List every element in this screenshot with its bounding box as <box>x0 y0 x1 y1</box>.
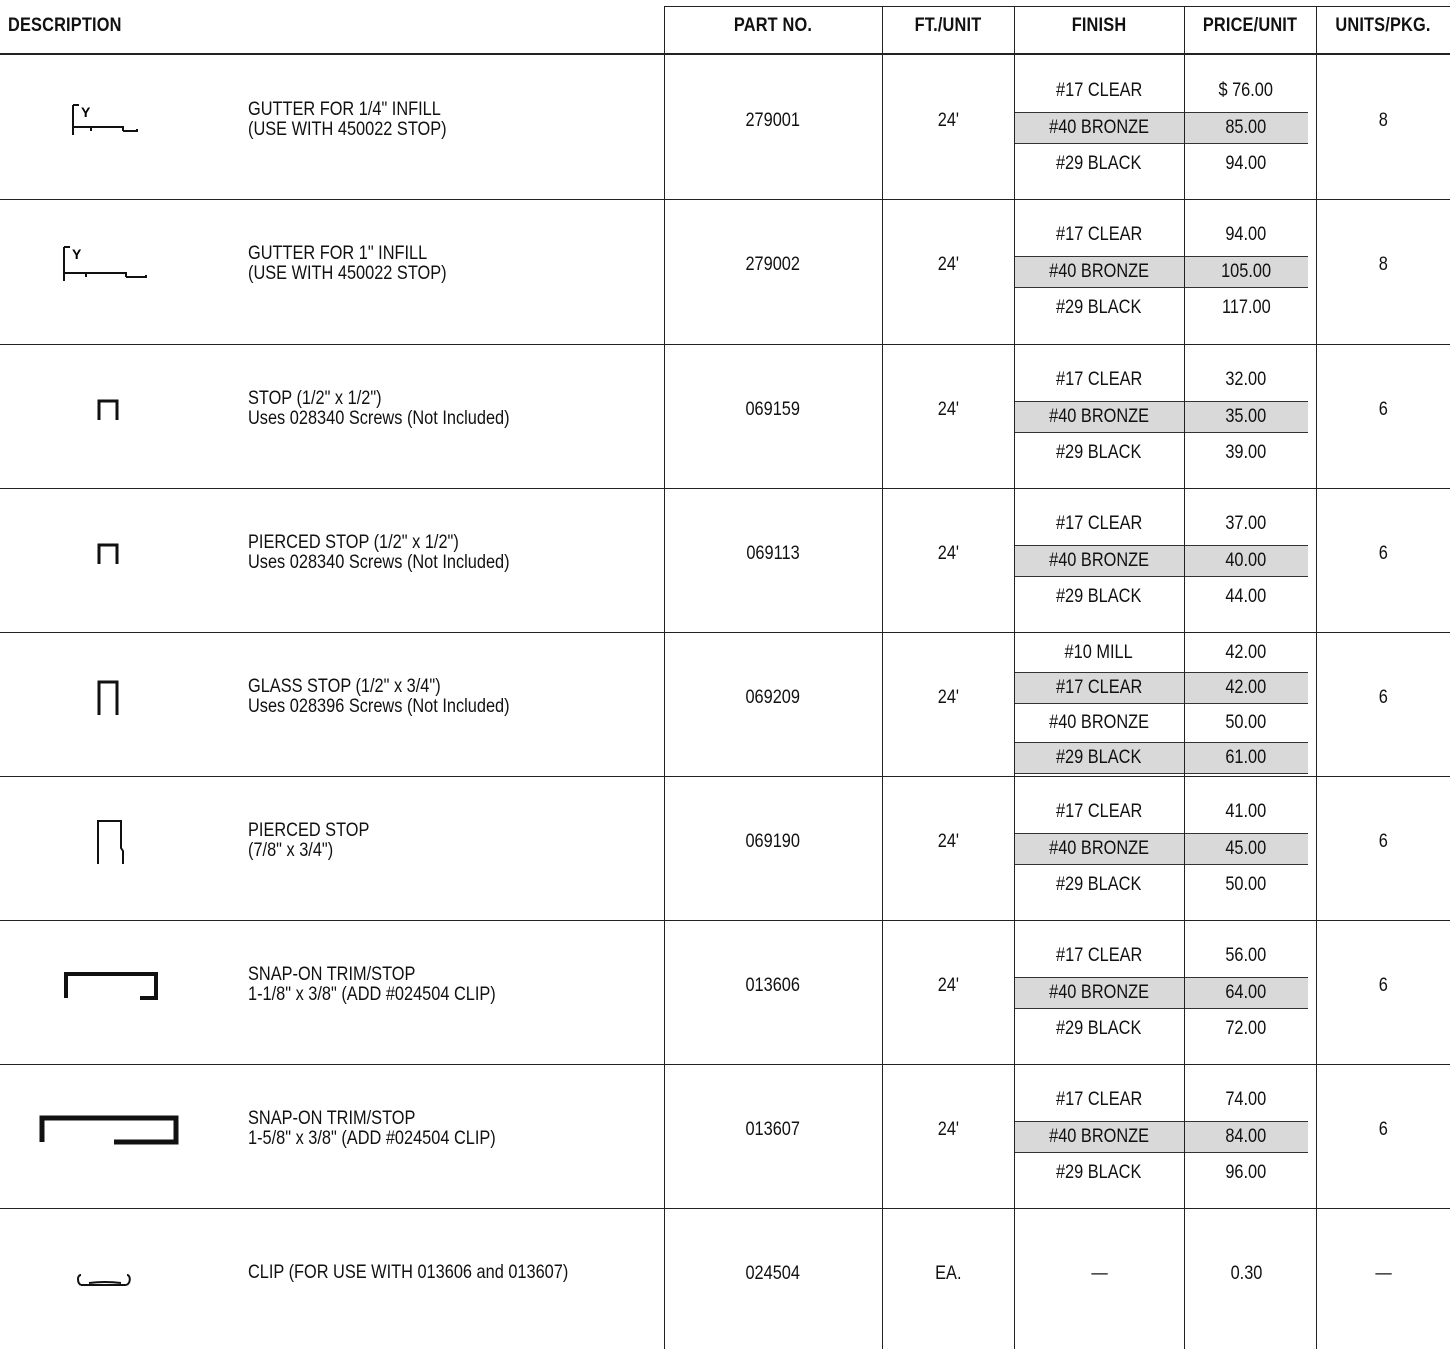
header-price-unit: PRICE/UNIT <box>1202 15 1298 36</box>
header-top-rule <box>664 6 1450 7</box>
finish-name: #29 BLACK <box>1056 1162 1142 1183</box>
description-line-1: PIERCED STOP <box>248 820 370 841</box>
price-cell <box>1184 977 1308 1009</box>
ft-per-unit <box>882 920 1014 1052</box>
finish-cell <box>1014 292 1184 324</box>
price-cell <box>1184 364 1308 396</box>
price-value: 40.00 <box>1225 549 1267 571</box>
ft-per-unit-value: 24' <box>937 975 959 996</box>
price-value: 0.30 <box>1230 1263 1262 1284</box>
part-number <box>664 632 882 764</box>
column-divider <box>1184 6 1185 1349</box>
description-text <box>248 920 648 1050</box>
price-cell <box>1184 833 1308 865</box>
ft-per-unit <box>882 488 1014 620</box>
table-row <box>0 488 1450 632</box>
price-value: 39.00 <box>1225 442 1267 463</box>
finish-cell <box>1014 437 1184 469</box>
finish-name: #40 BRONZE <box>1049 1125 1149 1147</box>
price-cell <box>1184 219 1308 251</box>
table-row <box>0 344 1450 488</box>
part-number-value: 024504 <box>745 1263 801 1284</box>
row-divider <box>0 920 1450 921</box>
ft-per-unit <box>882 1064 1014 1196</box>
description-line-1: GUTTER FOR 1" INFILL <box>248 243 428 264</box>
ft-per-unit <box>882 632 1014 764</box>
svg-text:Y: Y <box>81 104 91 120</box>
part-number <box>664 776 882 908</box>
table-row <box>0 920 1450 1064</box>
finish-name: #17 CLEAR <box>1055 801 1143 822</box>
stop-profile-icon <box>96 398 120 427</box>
snap-on-trim-small-profile-icon <box>48 968 168 1009</box>
part-number-value: 279002 <box>745 254 801 275</box>
pierced-stop-large-profile-icon <box>95 818 125 871</box>
finish-name: #17 CLEAR <box>1055 224 1143 245</box>
units-per-package-value: 8 <box>1378 254 1388 275</box>
units-per-package-value: 8 <box>1378 110 1388 131</box>
units-per-package-value: 6 <box>1378 831 1388 852</box>
price-cell <box>1184 401 1308 433</box>
description-line-2: 1-1/8" x 3/8" (ADD #024504 CLIP) <box>248 984 496 1005</box>
finish-cell <box>1014 1157 1184 1189</box>
units-per-package <box>1316 344 1450 476</box>
finish-cell <box>1014 256 1184 288</box>
price-value: 85.00 <box>1225 116 1267 138</box>
price-value: 32.00 <box>1225 369 1267 390</box>
units-per-package-value: 6 <box>1378 687 1388 708</box>
table-row <box>0 632 1450 776</box>
finish-cell <box>1014 869 1184 901</box>
price-value: 96.00 <box>1225 1162 1267 1183</box>
part-number-value: 069113 <box>746 543 800 564</box>
description-text <box>248 488 648 618</box>
description-line-1: CLIP (FOR USE WITH 013606 and 013607) <box>248 1262 569 1283</box>
part-number <box>664 920 882 1052</box>
finish-cell <box>1014 401 1184 433</box>
price-value: 45.00 <box>1225 837 1267 859</box>
glass-stop-profile-icon <box>96 679 120 722</box>
price-value: 105.00 <box>1221 260 1271 282</box>
table-row <box>0 199 1450 343</box>
row-divider <box>0 776 1450 777</box>
header-part-no: PART NO. <box>733 15 813 36</box>
units-per-package <box>1316 1208 1450 1340</box>
ft-per-unit-value: 24' <box>937 831 959 852</box>
price-value: 117.00 <box>1221 297 1271 318</box>
finish-cell <box>1014 672 1184 704</box>
pierced-stop-profile-icon <box>96 542 120 571</box>
description-line-1: GLASS STOP (1/2" x 3/4") <box>248 676 441 697</box>
finish-cell <box>1014 637 1184 669</box>
price-cell <box>1184 437 1308 469</box>
price-cell <box>1184 869 1308 901</box>
column-divider <box>1014 6 1015 1349</box>
finish-name: #17 CLEAR <box>1055 1089 1143 1110</box>
price-value: 50.00 <box>1225 874 1267 895</box>
finish-name: #29 BLACK <box>1056 874 1142 895</box>
table-row <box>0 776 1450 920</box>
finish-cell <box>1014 148 1184 180</box>
units-per-package-value: 6 <box>1378 399 1388 420</box>
finish-cell <box>1014 833 1184 865</box>
finish-cell <box>1014 581 1184 613</box>
finish-name: #29 BLACK <box>1056 442 1142 463</box>
units-per-package-value: 6 <box>1378 1119 1388 1140</box>
description-line-2: Uses 028396 Screws (Not Included) <box>248 696 510 717</box>
price-cell <box>1184 112 1308 144</box>
part-number-value: 013607 <box>745 1119 801 1140</box>
price-value: 35.00 <box>1225 405 1267 427</box>
ft-per-unit <box>882 1208 1014 1340</box>
finish-name: #17 CLEAR <box>1055 369 1143 390</box>
price-cell <box>1184 672 1308 704</box>
description-line-1: STOP (1/2" x 1/2") <box>248 388 382 409</box>
ft-per-unit <box>882 55 1014 187</box>
header-ft-unit: FT./UNIT <box>914 15 982 36</box>
price-cell <box>1184 1157 1308 1189</box>
price-value: 56.00 <box>1225 945 1267 966</box>
finish-cell <box>1014 940 1184 972</box>
description-text <box>248 632 648 762</box>
price-value: 94.00 <box>1225 153 1267 174</box>
price-cell <box>1184 940 1308 972</box>
clip-profile-icon <box>75 1271 135 1294</box>
header-units-pkg: UNITS/PKG. <box>1335 15 1431 36</box>
price-value: 37.00 <box>1225 513 1267 534</box>
units-per-package <box>1316 920 1450 1052</box>
finish-cell <box>1014 1121 1184 1153</box>
units-per-package <box>1316 632 1450 764</box>
part-number <box>664 1208 882 1340</box>
price-cell <box>1184 1121 1308 1153</box>
column-divider <box>882 6 883 1349</box>
price-value: 44.00 <box>1225 586 1267 607</box>
gutter-quarter-inch-icon <box>65 101 145 146</box>
ft-per-unit <box>882 344 1014 476</box>
price-cell <box>1184 1013 1308 1045</box>
price-cell <box>1184 292 1308 324</box>
units-per-package-value: 6 <box>1378 543 1388 564</box>
units-per-package-value: — <box>1374 1263 1392 1284</box>
part-number-value: 069209 <box>745 687 801 708</box>
price-cell <box>1184 75 1308 107</box>
finish-name: #17 CLEAR <box>1055 513 1143 534</box>
units-per-package <box>1316 1064 1450 1196</box>
description-line-2: (USE WITH 450022 STOP) <box>248 119 447 140</box>
ft-per-unit-value: 24' <box>937 543 959 564</box>
price-cell <box>1184 707 1308 739</box>
description-line-2: (USE WITH 450022 STOP) <box>248 263 447 284</box>
column-divider <box>1316 6 1317 1349</box>
finish-name: #29 BLACK <box>1056 153 1142 174</box>
finish-cell <box>1014 364 1184 396</box>
price-cell <box>1184 581 1308 613</box>
price-value: 74.00 <box>1225 1089 1267 1110</box>
row-divider <box>0 1208 1450 1209</box>
finish-name: #40 BRONZE <box>1049 837 1149 859</box>
finish-cell <box>1014 545 1184 577</box>
description-text <box>248 776 648 906</box>
finish-name: #29 BLACK <box>1056 747 1142 768</box>
description-text <box>248 344 648 474</box>
header-finish: FINISH <box>1071 15 1127 36</box>
finish-name: #17 CLEAR <box>1055 945 1143 966</box>
table-row <box>0 55 1450 199</box>
snap-on-trim-large-profile-icon <box>20 1112 190 1153</box>
price-value: 50.00 <box>1225 712 1267 733</box>
finish-name: #40 BRONZE <box>1049 116 1149 138</box>
finish-name: #29 BLACK <box>1056 297 1142 318</box>
description-line-2: Uses 028340 Screws (Not Included) <box>248 552 510 573</box>
price-value: 84.00 <box>1225 1125 1267 1147</box>
finish-name: #40 BRONZE <box>1049 260 1149 282</box>
price-cell <box>1184 148 1308 180</box>
price-cell <box>1184 637 1308 669</box>
price-cell <box>1184 545 1308 577</box>
description-line-1: GUTTER FOR 1/4" INFILL <box>248 99 441 120</box>
part-number-value: 069190 <box>745 831 801 852</box>
finish-cell <box>1014 508 1184 540</box>
price-value: $ 76.00 <box>1218 80 1274 101</box>
column-divider <box>664 6 665 1349</box>
description-text <box>248 1208 648 1338</box>
finish-cell <box>1014 75 1184 107</box>
description-text <box>248 199 648 329</box>
part-number-value: 279001 <box>745 110 801 131</box>
finish-name: — <box>1090 1263 1108 1284</box>
row-divider <box>0 488 1450 489</box>
finish-name: #10 MILL <box>1064 642 1134 663</box>
description-line-2: (7/8" x 3/4") <box>248 840 334 861</box>
price-value: 41.00 <box>1225 801 1267 822</box>
part-number <box>664 344 882 476</box>
finish-cell <box>1014 977 1184 1009</box>
finish-name: #29 BLACK <box>1056 586 1142 607</box>
finish-name: #29 BLACK <box>1056 1018 1142 1039</box>
row-divider <box>0 632 1450 633</box>
description-line-1: SNAP-ON TRIM/STOP <box>248 1108 416 1129</box>
units-per-package <box>1316 199 1450 331</box>
units-per-package-value: 6 <box>1378 975 1388 996</box>
finish-name: #17 CLEAR <box>1055 677 1143 698</box>
header-bottom-rule <box>0 53 1450 55</box>
finish-cell <box>1014 707 1184 739</box>
finish-name: #40 BRONZE <box>1049 549 1149 571</box>
price-cell <box>1184 796 1308 828</box>
price-cell <box>1184 1084 1308 1116</box>
ft-per-unit <box>882 199 1014 331</box>
ft-per-unit <box>882 776 1014 908</box>
description-line-1: SNAP-ON TRIM/STOP <box>248 964 416 985</box>
part-number-value: 069159 <box>745 399 801 420</box>
ft-per-unit-value: 24' <box>937 687 959 708</box>
table-row <box>0 1064 1450 1208</box>
price-value: 61.00 <box>1225 747 1267 768</box>
price-value: 42.00 <box>1225 677 1267 698</box>
price-cell <box>1184 508 1308 540</box>
price-value: 42.00 <box>1225 642 1267 663</box>
units-per-package <box>1316 776 1450 908</box>
price-cell <box>1184 256 1308 288</box>
finish-cell <box>1014 112 1184 144</box>
header-description: DESCRIPTION <box>8 15 122 36</box>
finish-cell <box>1014 1258 1184 1290</box>
units-per-package <box>1316 488 1450 620</box>
ft-per-unit-value: 24' <box>937 399 959 420</box>
price-value: 72.00 <box>1225 1018 1267 1039</box>
description-text <box>248 55 648 185</box>
ft-per-unit-value: 24' <box>937 1119 959 1140</box>
table-row <box>0 1208 1450 1352</box>
description-text <box>248 1064 648 1194</box>
price-cell <box>1184 742 1308 774</box>
finish-name: #40 BRONZE <box>1049 405 1149 427</box>
svg-text:Y: Y <box>72 246 82 262</box>
finish-cell <box>1014 1013 1184 1045</box>
finish-name: #17 CLEAR <box>1055 80 1143 101</box>
description-line-2: 1-5/8" x 3/8" (ADD #024504 CLIP) <box>248 1128 496 1149</box>
part-number <box>664 488 882 620</box>
finish-cell <box>1014 742 1184 774</box>
part-number <box>664 199 882 331</box>
description-line-2: Uses 028340 Screws (Not Included) <box>248 408 510 429</box>
finish-cell <box>1014 796 1184 828</box>
row-divider <box>0 199 1450 200</box>
part-number-value: 013606 <box>745 975 801 996</box>
price-value: 94.00 <box>1225 224 1267 245</box>
price-cell <box>1184 1258 1308 1290</box>
ft-per-unit-value: 24' <box>937 110 959 131</box>
units-per-package <box>1316 55 1450 187</box>
description-line-1: PIERCED STOP (1/2" x 1/2") <box>248 532 459 553</box>
ft-per-unit-value: EA. <box>934 1263 962 1284</box>
finish-cell <box>1014 1084 1184 1116</box>
part-number <box>664 1064 882 1196</box>
row-divider <box>0 1064 1450 1065</box>
gutter-one-inch-icon <box>56 243 156 292</box>
ft-per-unit-value: 24' <box>937 254 959 275</box>
price-value: 64.00 <box>1225 981 1267 1003</box>
finish-name: #40 BRONZE <box>1049 712 1149 733</box>
finish-name: #40 BRONZE <box>1049 981 1149 1003</box>
row-divider <box>0 344 1450 345</box>
part-number <box>664 55 882 187</box>
finish-cell <box>1014 219 1184 251</box>
